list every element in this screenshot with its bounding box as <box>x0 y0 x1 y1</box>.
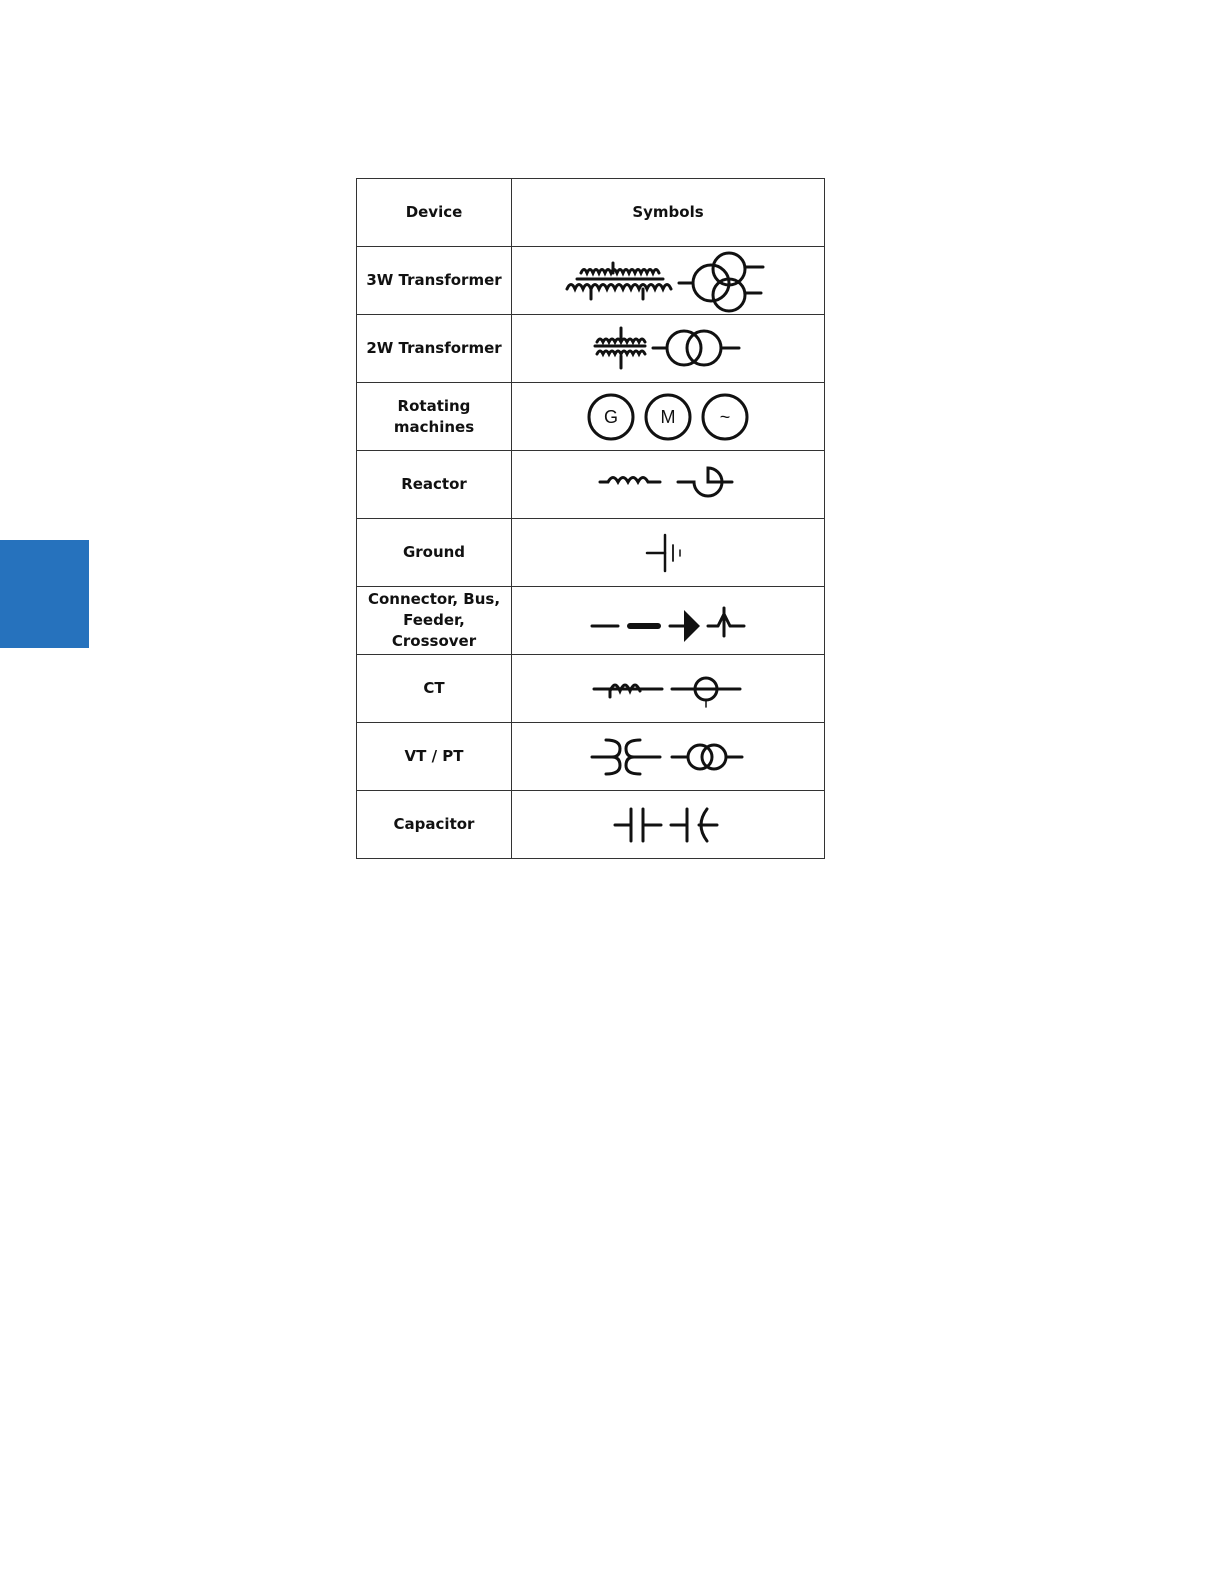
device-cell <box>357 791 512 859</box>
device-label: VT / PT <box>404 747 464 765</box>
two-winding-transformer-coil-icon <box>595 328 645 368</box>
symbols-cell <box>512 383 825 451</box>
table-row <box>357 519 825 587</box>
reactor-curve-icon <box>678 468 732 496</box>
symbols-cell <box>512 791 825 859</box>
device-label: 3W Transformer <box>366 271 502 289</box>
table-row <box>357 451 825 519</box>
symbols-cell <box>512 315 825 383</box>
device-label: 2W Transformer <box>366 339 502 357</box>
vt-coil-icon <box>592 740 660 774</box>
header-device: Device <box>357 179 512 247</box>
capacitor-curved-icon <box>671 809 717 841</box>
reactor-coil-icon <box>600 477 660 482</box>
table-row <box>357 655 825 723</box>
crossover-icon <box>708 608 744 636</box>
device-label: Capacitor <box>393 815 475 833</box>
symbols-cell <box>512 723 825 791</box>
symbols-cell <box>512 519 825 587</box>
device-cell <box>357 587 512 655</box>
device-cell <box>357 451 512 519</box>
table-row <box>357 587 825 655</box>
symbols-cell <box>512 247 825 315</box>
motor-glyph: M <box>660 406 676 427</box>
generator-glyph: G <box>603 406 619 427</box>
table-row <box>357 723 825 791</box>
table-row <box>357 315 825 383</box>
device-label: CT <box>423 679 445 697</box>
device-cell <box>357 247 512 315</box>
device-cell <box>357 519 512 587</box>
ct-coil-icon <box>594 685 662 697</box>
ground-icon <box>647 535 680 571</box>
symbols-cell <box>512 587 825 655</box>
device-cell <box>357 315 512 383</box>
motor-icon <box>646 395 690 439</box>
symbols-cell <box>512 655 825 723</box>
device-cell <box>357 723 512 791</box>
ac-source-glyph: ~ <box>719 406 731 427</box>
vt-circles-icon <box>672 745 742 769</box>
device-cell <box>357 383 512 451</box>
table-row <box>357 383 825 451</box>
device-label: Rotating machines <box>393 396 475 436</box>
device-label: Reactor <box>401 475 467 493</box>
table-row <box>357 247 825 315</box>
header-symbols: Symbols <box>512 179 825 247</box>
capacitor-flat-icon <box>615 809 661 841</box>
chapter-side-tab <box>0 540 89 648</box>
device-label: Connector, Bus, Feeder, Crossover <box>367 590 501 650</box>
feeder-arrow-icon <box>670 610 700 642</box>
three-winding-transformer-coil-icon <box>567 263 671 299</box>
symbols-cell <box>512 451 825 519</box>
ct-circle-icon <box>672 678 740 707</box>
two-winding-transformer-circles-icon <box>653 331 739 365</box>
ac-source-icon <box>703 395 747 439</box>
device-symbols-table <box>356 178 825 859</box>
table-header-row <box>357 179 825 247</box>
three-winding-transformer-circles-icon <box>679 253 763 311</box>
table-row <box>357 791 825 859</box>
generator-icon <box>589 395 633 439</box>
device-cell <box>357 655 512 723</box>
device-label: Ground <box>402 543 466 561</box>
